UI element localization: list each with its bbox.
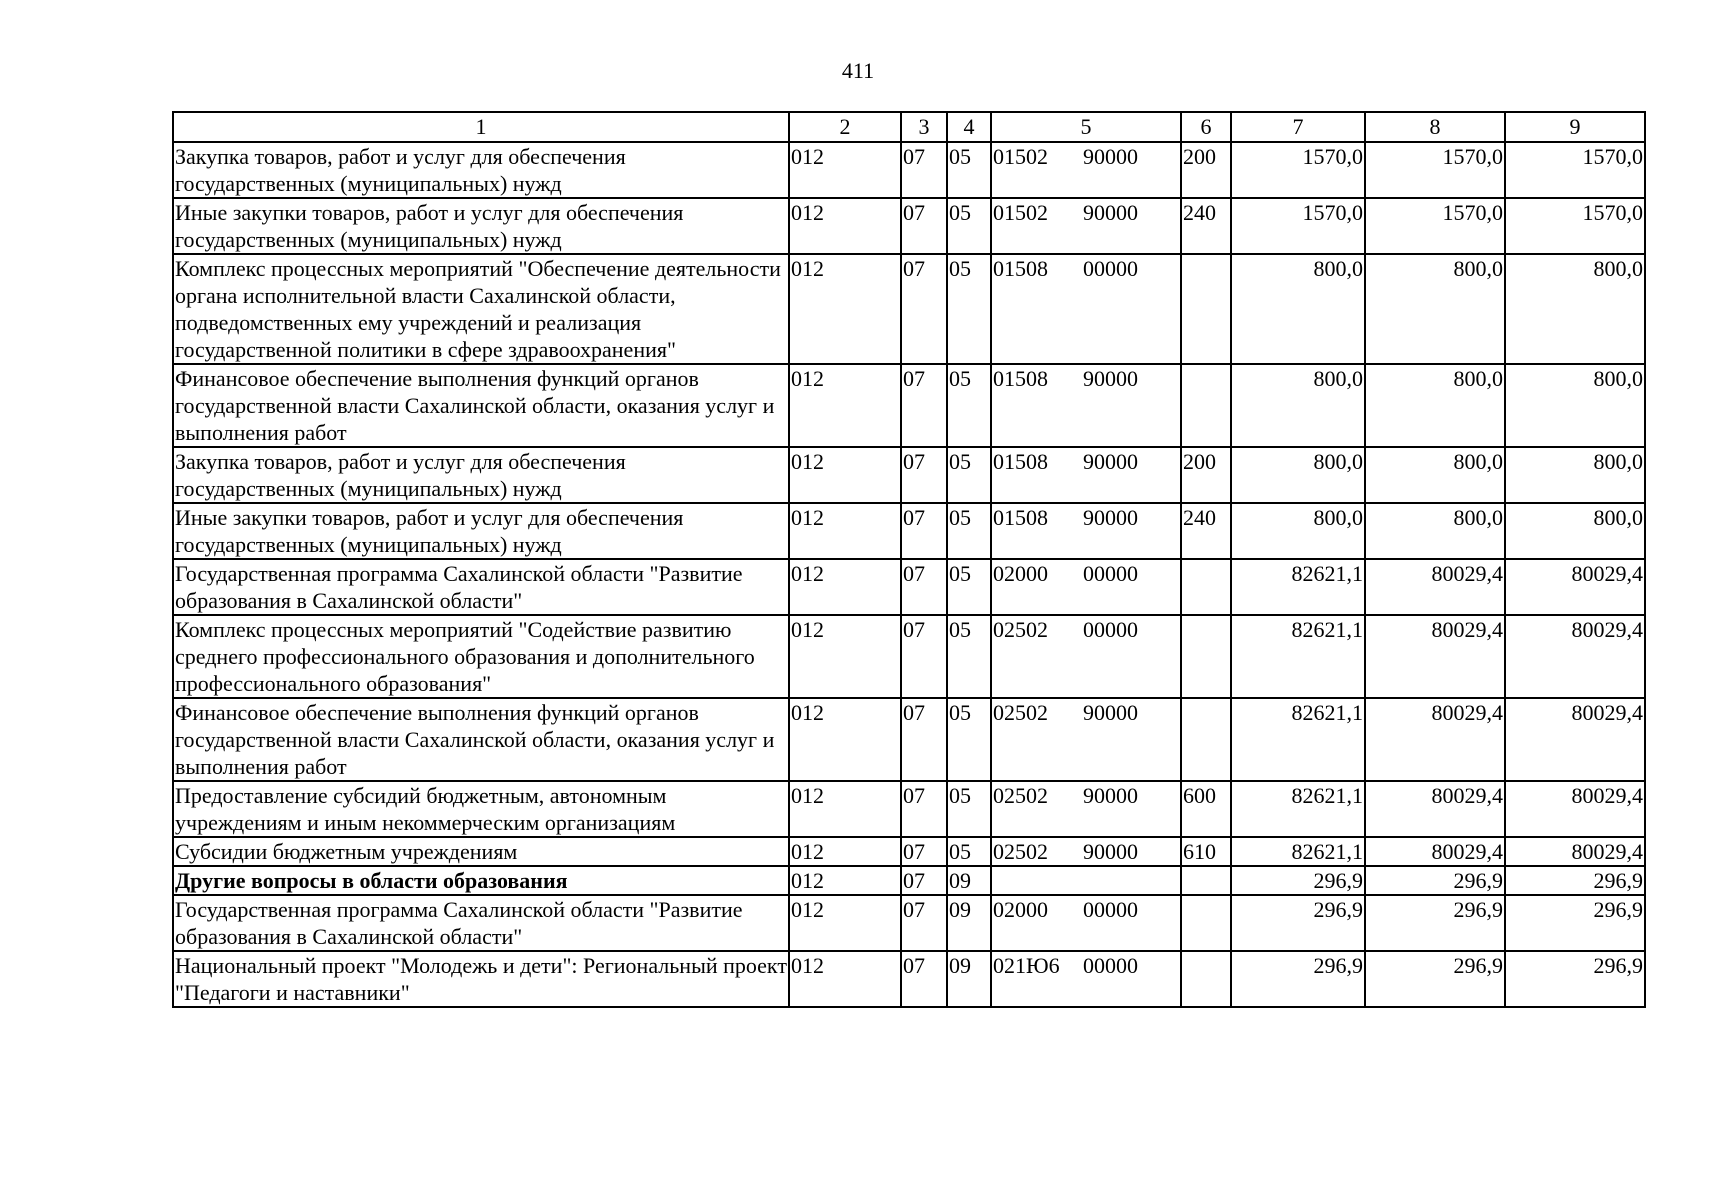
ministry-code-cell: 012 xyxy=(789,698,901,781)
expense-type-cell xyxy=(1181,559,1231,615)
target-article-cell xyxy=(991,951,1181,1007)
target-article-cell xyxy=(991,447,1181,503)
ministry-code-cell: 012 xyxy=(789,895,901,951)
ministry-code-cell: 012 xyxy=(789,364,901,447)
target-article-cell xyxy=(991,503,1181,559)
item-name-cell: Другие вопросы в области образования xyxy=(173,866,789,895)
amount-col7-cell: 1570,0 xyxy=(1231,142,1365,198)
table-row xyxy=(173,447,1645,503)
header-cell-3: 3 xyxy=(901,112,947,142)
section-code-cell: 07 xyxy=(901,615,947,698)
table-row xyxy=(173,866,1645,895)
subsection-code-cell: 05 xyxy=(947,837,991,866)
subsection-code-cell: 05 xyxy=(947,254,991,364)
ministry-code-cell: 012 xyxy=(789,837,901,866)
ministry-code-cell: 012 xyxy=(789,559,901,615)
subsection-code-cell: 05 xyxy=(947,142,991,198)
header-cell-6: 6 xyxy=(1181,112,1231,142)
target-article-program-code: 02502 xyxy=(993,617,1048,642)
target-article-program-code: 01508 xyxy=(993,366,1048,391)
subsection-code-cell: 05 xyxy=(947,698,991,781)
target-article-cell xyxy=(991,895,1181,951)
item-name-cell: Государственная программа Сахалинской области "Развитие образования в Сахалинской области" xyxy=(173,895,789,951)
amount-col9-cell: 800,0 xyxy=(1505,447,1645,503)
amount-col9-cell: 80029,4 xyxy=(1505,837,1645,866)
amount-col9-cell: 296,9 xyxy=(1505,866,1645,895)
amount-col7-cell: 800,0 xyxy=(1231,503,1365,559)
item-name-cell: Закупка товаров, работ и услуг для обеспечения государственных (муниципальных) нужд xyxy=(173,142,789,198)
target-article-direction-code: 90000 xyxy=(1083,366,1138,391)
amount-col9-cell: 80029,4 xyxy=(1505,781,1645,837)
header-cell-1: 1 xyxy=(173,112,789,142)
amount-col9-cell: 800,0 xyxy=(1505,503,1645,559)
budget-table xyxy=(172,111,1646,1008)
expense-type-cell: 600 xyxy=(1181,781,1231,837)
target-article-cell xyxy=(991,142,1181,198)
target-article-cell xyxy=(991,866,1181,895)
amount-col9-cell: 1570,0 xyxy=(1505,198,1645,254)
table-row xyxy=(173,837,1645,866)
target-article-program-code: 01508 xyxy=(993,256,1048,281)
target-article-program-code: 02502 xyxy=(993,700,1048,725)
header-row xyxy=(173,112,1645,142)
target-article-direction-code: 90000 xyxy=(1083,200,1138,225)
amount-col7-cell: 82621,1 xyxy=(1231,559,1365,615)
target-article-direction-code: 90000 xyxy=(1083,783,1138,808)
target-article-direction-code: 90000 xyxy=(1083,144,1138,169)
amount-col8-cell: 80029,4 xyxy=(1365,698,1505,781)
table-row xyxy=(173,254,1645,364)
ministry-code-cell: 012 xyxy=(789,781,901,837)
section-code-cell: 07 xyxy=(901,254,947,364)
header-cell-2: 2 xyxy=(789,112,901,142)
target-article-cell xyxy=(991,559,1181,615)
expense-type-cell: 240 xyxy=(1181,503,1231,559)
expense-type-cell: 200 xyxy=(1181,142,1231,198)
expense-type-cell: 610 xyxy=(1181,837,1231,866)
section-code-cell: 07 xyxy=(901,559,947,615)
amount-col8-cell: 80029,4 xyxy=(1365,559,1505,615)
target-article-direction-code: 90000 xyxy=(1083,839,1138,864)
amount-col9-cell: 80029,4 xyxy=(1505,559,1645,615)
target-article-direction-code: 90000 xyxy=(1083,449,1138,474)
amount-col9-cell: 80029,4 xyxy=(1505,615,1645,698)
header-cell-9: 9 xyxy=(1505,112,1645,142)
expense-type-cell xyxy=(1181,951,1231,1007)
section-code-cell: 07 xyxy=(901,837,947,866)
amount-col9-cell: 800,0 xyxy=(1505,254,1645,364)
item-name-cell: Финансовое обеспечение выполнения функций органов государственной власти Сахалинской области, оказания услуг и выполнения работ xyxy=(173,698,789,781)
ministry-code-cell: 012 xyxy=(789,866,901,895)
item-name-cell: Государственная программа Сахалинской области "Развитие образования в Сахалинской области" xyxy=(173,559,789,615)
target-article-program-code: 01508 xyxy=(993,505,1048,530)
item-name-cell: Финансовое обеспечение выполнения функций органов государственной власти Сахалинской области, оказания услуг и выполнения работ xyxy=(173,364,789,447)
expense-type-cell xyxy=(1181,895,1231,951)
amount-col8-cell: 1570,0 xyxy=(1365,142,1505,198)
item-name-cell: Национальный проект "Молодежь и дети": Региональный проект "Педагоги и наставники" xyxy=(173,951,789,1007)
header-cell-4: 4 xyxy=(947,112,991,142)
target-article-cell xyxy=(991,781,1181,837)
expense-type-cell xyxy=(1181,364,1231,447)
amount-col9-cell: 80029,4 xyxy=(1505,698,1645,781)
subsection-code-cell: 05 xyxy=(947,781,991,837)
section-code-cell: 07 xyxy=(901,781,947,837)
target-article-program-code: 01508 xyxy=(993,449,1048,474)
amount-col8-cell: 296,9 xyxy=(1365,866,1505,895)
expense-type-cell xyxy=(1181,866,1231,895)
expense-type-cell xyxy=(1181,254,1231,364)
item-name-cell: Иные закупки товаров, работ и услуг для обеспечения государственных (муниципальных) нужд xyxy=(173,503,789,559)
table-row xyxy=(173,364,1645,447)
table-row xyxy=(173,781,1645,837)
amount-col7-cell: 296,9 xyxy=(1231,951,1365,1007)
table-row xyxy=(173,503,1645,559)
subsection-code-cell: 05 xyxy=(947,615,991,698)
amount-col7-cell: 1570,0 xyxy=(1231,198,1365,254)
expense-type-cell: 200 xyxy=(1181,447,1231,503)
target-article-program-code: 01502 xyxy=(993,200,1048,225)
expense-type-cell xyxy=(1181,615,1231,698)
amount-col8-cell: 800,0 xyxy=(1365,254,1505,364)
target-article-program-code: 01502 xyxy=(993,144,1048,169)
amount-col9-cell: 296,9 xyxy=(1505,951,1645,1007)
table-row xyxy=(173,142,1645,198)
subsection-code-cell: 05 xyxy=(947,447,991,503)
item-name-cell: Закупка товаров, работ и услуг для обеспечения государственных (муниципальных) нужд xyxy=(173,447,789,503)
table-row xyxy=(173,698,1645,781)
amount-col8-cell: 80029,4 xyxy=(1365,837,1505,866)
amount-col7-cell: 296,9 xyxy=(1231,866,1365,895)
item-name-cell: Субсидии бюджетным учреждениям xyxy=(173,837,789,866)
amount-col8-cell: 296,9 xyxy=(1365,951,1505,1007)
amount-col7-cell: 800,0 xyxy=(1231,254,1365,364)
section-code-cell: 07 xyxy=(901,447,947,503)
expense-type-cell: 240 xyxy=(1181,198,1231,254)
amount-col7-cell: 800,0 xyxy=(1231,364,1365,447)
amount-col7-cell: 296,9 xyxy=(1231,895,1365,951)
amount-col9-cell: 1570,0 xyxy=(1505,142,1645,198)
ministry-code-cell: 012 xyxy=(789,198,901,254)
target-article-program-code: 02000 xyxy=(993,897,1048,922)
ministry-code-cell: 012 xyxy=(789,615,901,698)
ministry-code-cell: 012 xyxy=(789,142,901,198)
section-code-cell: 07 xyxy=(901,198,947,254)
header-cell-5: 5 xyxy=(991,112,1181,142)
ministry-code-cell: 012 xyxy=(789,503,901,559)
subsection-code-cell: 05 xyxy=(947,364,991,447)
target-article-direction-code: 00000 xyxy=(1083,953,1138,978)
subsection-code-cell: 09 xyxy=(947,951,991,1007)
ministry-code-cell: 012 xyxy=(789,254,901,364)
subsection-code-cell: 09 xyxy=(947,866,991,895)
item-name-cell: Иные закупки товаров, работ и услуг для обеспечения государственных (муниципальных) нужд xyxy=(173,198,789,254)
target-article-direction-code: 90000 xyxy=(1083,505,1138,530)
section-code-cell: 07 xyxy=(901,951,947,1007)
amount-col7-cell: 82621,1 xyxy=(1231,698,1365,781)
amount-col7-cell: 82621,1 xyxy=(1231,615,1365,698)
section-code-cell: 07 xyxy=(901,698,947,781)
page-number: 411 xyxy=(841,58,875,83)
ministry-code-cell: 012 xyxy=(789,447,901,503)
amount-col8-cell: 800,0 xyxy=(1365,447,1505,503)
subsection-code-cell: 09 xyxy=(947,895,991,951)
target-article-program-code: 02000 xyxy=(993,561,1048,586)
expense-type-cell xyxy=(1181,698,1231,781)
target-article-program-code: 02502 xyxy=(993,783,1048,808)
header-cell-7: 7 xyxy=(1231,112,1365,142)
target-article-direction-code: 00000 xyxy=(1083,897,1138,922)
target-article-cell xyxy=(991,198,1181,254)
table-body xyxy=(173,142,1645,1007)
target-article-direction-code: 90000 xyxy=(1083,700,1138,725)
target-article-cell xyxy=(991,615,1181,698)
target-article-program-code: 02502 xyxy=(993,839,1048,864)
table-row xyxy=(173,895,1645,951)
target-article-direction-code: 00000 xyxy=(1083,256,1138,281)
item-name-cell: Предоставление субсидий бюджетным, автономным учреждениям и иным некоммерческим организациям xyxy=(173,781,789,837)
amount-col7-cell: 82621,1 xyxy=(1231,837,1365,866)
subsection-code-cell: 05 xyxy=(947,559,991,615)
table-row xyxy=(173,615,1645,698)
amount-col8-cell: 296,9 xyxy=(1365,895,1505,951)
amount-col7-cell: 800,0 xyxy=(1231,447,1365,503)
table-row xyxy=(173,559,1645,615)
section-code-cell: 07 xyxy=(901,142,947,198)
subsection-code-cell: 05 xyxy=(947,198,991,254)
amount-col8-cell: 800,0 xyxy=(1365,503,1505,559)
target-article-cell xyxy=(991,698,1181,781)
amount-col8-cell: 80029,4 xyxy=(1365,615,1505,698)
header-cell-8: 8 xyxy=(1365,112,1505,142)
section-code-cell: 07 xyxy=(901,364,947,447)
amount-col7-cell: 82621,1 xyxy=(1231,781,1365,837)
section-code-cell: 07 xyxy=(901,866,947,895)
target-article-cell xyxy=(991,254,1181,364)
amount-col8-cell: 800,0 xyxy=(1365,364,1505,447)
amount-col8-cell: 1570,0 xyxy=(1365,198,1505,254)
table-row xyxy=(173,198,1645,254)
item-name-cell: Комплекс процессных мероприятий "Обеспечение деятельности органа исполнительной власти Сахалинской области, подведомственных ему учреждений и реализация государственной политики в сфере здравоохранения" xyxy=(173,254,789,364)
target-article-direction-code: 00000 xyxy=(1083,617,1138,642)
amount-col8-cell: 80029,4 xyxy=(1365,781,1505,837)
amount-col9-cell: 296,9 xyxy=(1505,895,1645,951)
subsection-code-cell: 05 xyxy=(947,503,991,559)
ministry-code-cell: 012 xyxy=(789,951,901,1007)
target-article-cell xyxy=(991,364,1181,447)
table-row xyxy=(173,951,1645,1007)
section-code-cell: 07 xyxy=(901,895,947,951)
target-article-program-code: 021Ю6 xyxy=(993,953,1060,978)
target-article-direction-code: 00000 xyxy=(1083,561,1138,586)
item-name-cell: Комплекс процессных мероприятий "Содействие развитию среднего профессионального образования и дополнительного профессионального образования" xyxy=(173,615,789,698)
target-article-cell xyxy=(991,837,1181,866)
amount-col9-cell: 800,0 xyxy=(1505,364,1645,447)
section-code-cell: 07 xyxy=(901,503,947,559)
